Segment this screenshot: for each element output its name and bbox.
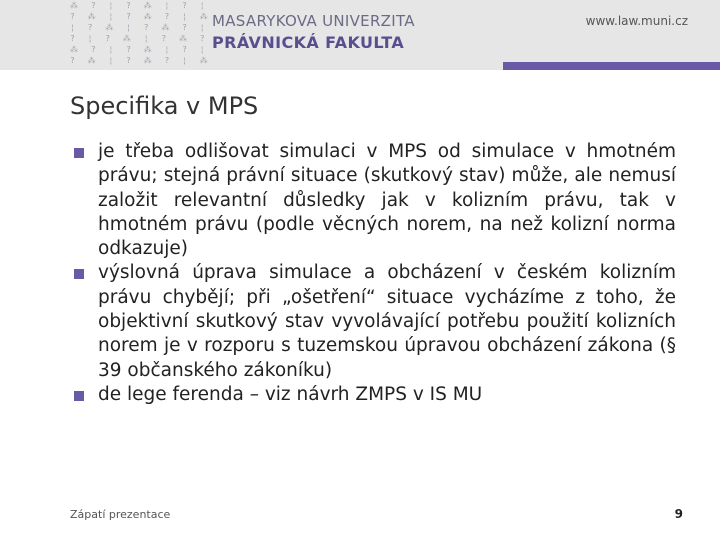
bullet-item bbox=[74, 140, 676, 261]
bullet-item bbox=[74, 383, 676, 407]
square-bullet-icon bbox=[74, 269, 84, 279]
bullet-item bbox=[74, 261, 676, 382]
university-name: MASARYKOVA UNIVERZITA bbox=[212, 12, 415, 30]
square-bullet-icon bbox=[74, 391, 84, 401]
faculty-url: www.law.muni.cz bbox=[585, 14, 688, 28]
bullet-list bbox=[74, 140, 676, 407]
footer-text: Zápatí prezentace bbox=[70, 508, 171, 521]
faculty-name: PRÁVNICKÁ FAKULTA bbox=[212, 33, 405, 52]
slide-header bbox=[0, 0, 720, 70]
university-logo-pattern: ⁂ ? ¦ ? ⁂ ¦ ? ¦ ? ⁂ ¦ ? ⁂ ? ¦ ⁂ ¦ ? ⁂ ¦ ? ⁂ ? ¦ ? ¦ ? ⁂ ¦ ? ⁂ ? ⁂ ? ¦ ? ⁂ ¦ ? ¦ ? ⁂ ¦ ? ⁂ ? ¦ ⁂ bbox=[70, 1, 212, 65]
header-accent-bar bbox=[503, 62, 720, 70]
bullet-text: de lege ferenda – viz návrh ZMPS v IS MU bbox=[98, 383, 483, 405]
page-number: 9 bbox=[674, 507, 683, 521]
slide-title: Specifika v MPS bbox=[70, 92, 259, 120]
square-bullet-icon bbox=[74, 148, 84, 158]
bullet-text: výslovná úprava simulace a obcházení v českém kolizním právu chybějí; při „ošetření“ situace vycházíme z toho, že objektivní skutkový stav vyvolávající potřebu použití kolizních norem je v rozporu s tuzemskou úpravou obcházení zákona (§ 39 občanského zákoníku) bbox=[98, 262, 676, 381]
bullet-text: je třeba odlišovat simulaci v MPS od simulace v hmotném právu; stejná právní situace (skutkový stav) může, ale nemusí založit relevantní důsledky jak v kolizním právu, tak v hmotném právu (podle věcných norem, na než kolizní norma odkazuje) bbox=[98, 141, 676, 260]
